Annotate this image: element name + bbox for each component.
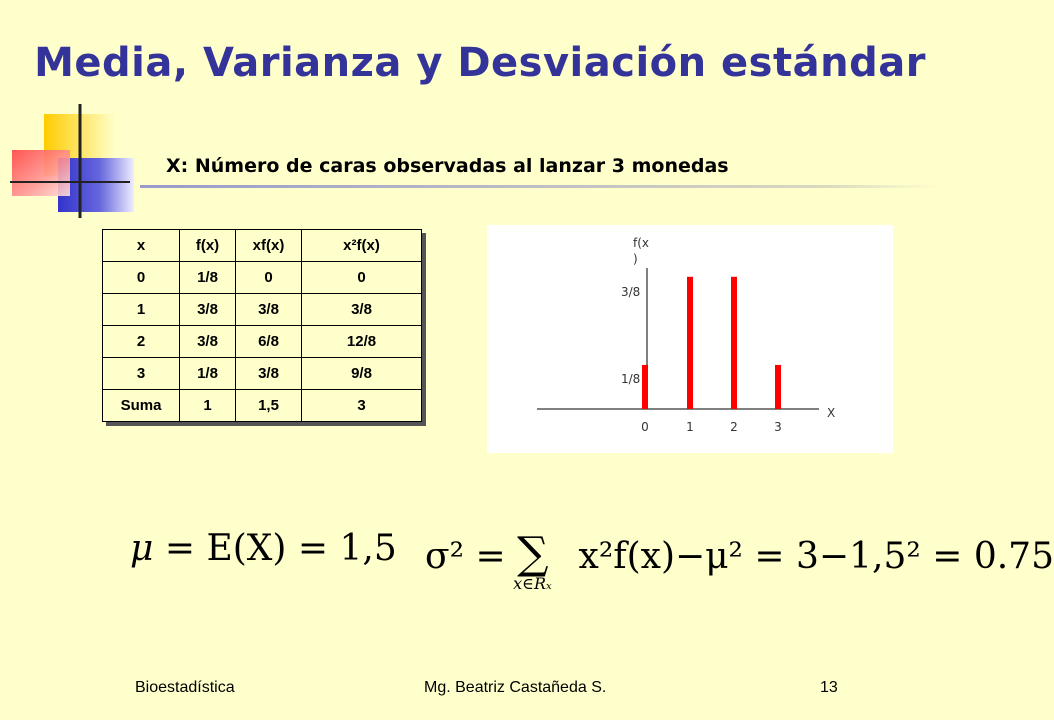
table-cell: 1/8 <box>180 358 236 390</box>
table-row <box>103 326 422 358</box>
red-square <box>12 150 70 196</box>
bar-0 <box>642 365 648 409</box>
footer-author: Mg. Beatriz Castañeda S. <box>424 679 607 696</box>
y-tick-label: 3/8 <box>621 285 641 299</box>
decorative-squares <box>10 100 140 220</box>
bar-1 <box>687 277 693 409</box>
x-tick-label: 0 <box>641 420 649 434</box>
table-row <box>103 294 422 326</box>
table-cell: 1,5 <box>236 390 302 422</box>
bar-2 <box>731 277 737 409</box>
table-cell: 3/8 <box>236 358 302 390</box>
variance-lhs: σ² = <box>425 536 506 577</box>
table-cell: 0 <box>103 262 180 294</box>
chart-svg <box>487 225 893 453</box>
table-cell: 9/8 <box>302 358 422 390</box>
table-cell: 3/8 <box>236 294 302 326</box>
table-cell: 12/8 <box>302 326 422 358</box>
table-cell: 3 <box>302 390 422 422</box>
x-axis-label: X <box>827 406 836 420</box>
distribution-table <box>102 229 422 422</box>
table-cell: 3 <box>103 358 180 390</box>
table-cell: 3/8 <box>302 294 422 326</box>
mu-symbol: μ <box>130 528 154 569</box>
footer-page-number: 13 <box>820 679 838 696</box>
header-x: x <box>103 230 180 262</box>
probability-chart <box>487 225 893 453</box>
footer-course: Bioestadística <box>135 679 235 696</box>
header-xfx: xf(x) <box>236 230 302 262</box>
subtitle: X: Número de caras observadas al lanzar 3 monedas <box>166 155 729 177</box>
header-x2fx: x²f(x) <box>302 230 422 262</box>
y-tick-label: 1/8 <box>621 372 641 386</box>
x-tick-label: 2 <box>730 420 738 434</box>
table-cell: 0 <box>302 262 422 294</box>
table-cell: 6/8 <box>236 326 302 358</box>
table-cell: 1 <box>103 294 180 326</box>
table-cell: 1 <box>180 390 236 422</box>
y-axis-label: f(x <box>633 236 650 250</box>
table-cell: 2 <box>103 326 180 358</box>
table-cell: 3/8 <box>180 294 236 326</box>
table-row <box>103 358 422 390</box>
variance-expression: x²f(x)−μ² = 3−1,5² = 0.75 <box>578 536 1054 577</box>
variance-formula <box>425 528 1054 593</box>
slide-title: Media, Varianza y Desviación estándar <box>34 40 926 86</box>
table-cell: Suma <box>103 390 180 422</box>
table-cell: 3/8 <box>180 326 236 358</box>
bar-3 <box>775 365 781 409</box>
mean-formula <box>130 528 397 569</box>
x-tick-label: 3 <box>774 420 782 434</box>
x-tick-label: 1 <box>686 420 694 434</box>
table-row <box>103 262 422 294</box>
table-sum-row <box>103 390 422 422</box>
table-header-row <box>103 230 422 262</box>
summation-subscript: x∈Rₓ <box>513 574 552 593</box>
header-fx: f(x) <box>180 230 236 262</box>
table-cell: 1/8 <box>180 262 236 294</box>
y-axis-label: ) <box>633 252 638 266</box>
summation-symbol: ∑ <box>517 528 549 579</box>
table-cell: 0 <box>236 262 302 294</box>
mean-expression: = E(X) = 1,5 <box>164 528 397 569</box>
divider-line <box>140 185 940 188</box>
